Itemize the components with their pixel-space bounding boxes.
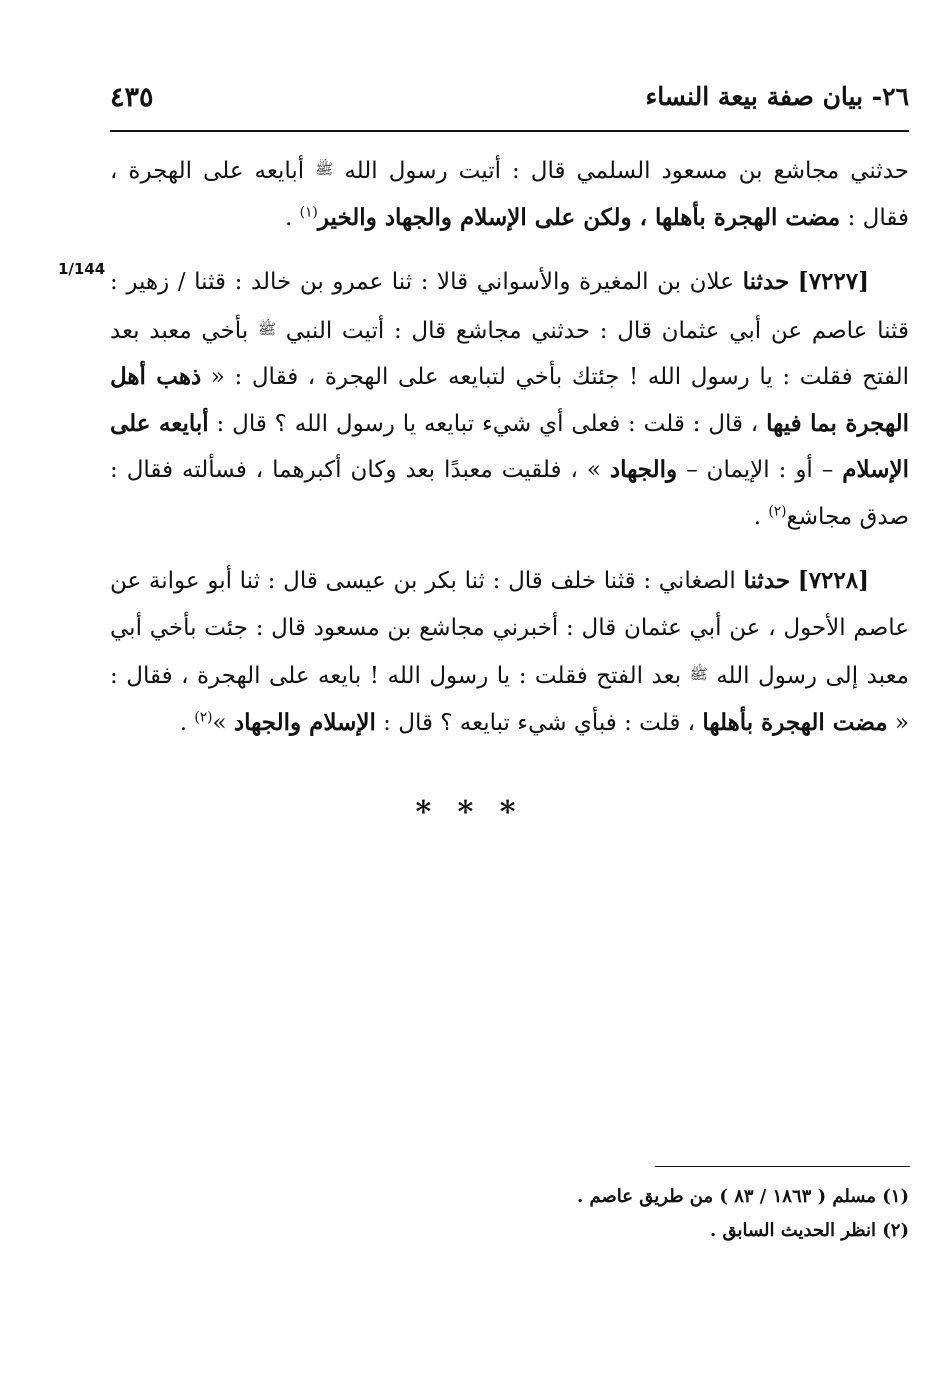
text-run: » ، فلقيت معبدًا بعد وكان أكبرهما ، فسألته فقال : صدق مجاشع	[110, 457, 909, 530]
hadith-number: [٧٢٢٨]	[797, 567, 869, 594]
paragraph-1	[110, 146, 909, 241]
text-run: حدثني مجاشع بن مسعود السلمي قال : أتيت رسول الله	[333, 158, 909, 184]
salutation-glyph: ﷺ	[689, 665, 708, 683]
text-run: .	[179, 709, 195, 736]
text-run: علان بن المغيرة والأسواني قالا : ثنا عمرو بن خالد : قثنا / زهير : قثنا عاصم عن أبي عثمان قال : حدثني مجاشع قال : أتيت النبي	[110, 269, 909, 344]
hadith-number: [٧٢٢٧]	[797, 268, 869, 295]
haddathana-word: حدثنا	[742, 268, 790, 295]
footnote-marker: (٢)	[768, 502, 787, 519]
footnotes	[300, 1180, 909, 1248]
haddathana-word: حدثنا	[743, 567, 791, 594]
text-run: الصغاني : قثنا خلف قال : ثنا بكر بن عيسى قال : ثنا أبو عوانة عن عاصم الأحول ، عن أبي عثمان قال : أخبرني مجاشع بن مسعود قال : جئت بأخي أبي معبد إلى رسول الله	[110, 568, 909, 689]
text-run: »	[212, 709, 234, 736]
bold-quote: ذهب أهل الهجرة بما فيها	[110, 363, 909, 437]
footnote-rule	[655, 1166, 910, 1167]
text-run: ، قال : قلت : فعلى أي شيء تبايعه يا رسول الله ؟ قال :	[208, 410, 767, 437]
hadith-7227	[110, 259, 909, 540]
footnote-1: (١) مسلم ( ١٨٦٣ / ٨٣ ) من طريق عاصم .	[576, 1186, 909, 1207]
salutation-glyph: ﷺ	[315, 160, 334, 178]
hadith-7228	[110, 558, 909, 746]
bold-quote: مضت الهجرة بأهلها	[702, 708, 888, 736]
main-text	[110, 146, 909, 746]
text-run: – أو : الإيمان –	[677, 457, 843, 483]
footnote-marker: (٢)	[194, 708, 213, 725]
text-run: بأخي معبد بعد الفتح فقلت : يا رسول الله ! جئتك بأخي لتبايعه على الهجرة ، فقال : «	[110, 317, 909, 390]
bold-quote: مضت الهجرة بأهلها ، ولكن على الإسلام والجهاد والخير	[317, 203, 841, 231]
section-separator: * * *	[415, 795, 524, 830]
footnote-2: (٢) انظر الحديث السابق .	[709, 1220, 909, 1241]
text-run: ، قلت : فبأي شيء تبايعه ؟ قال :	[375, 709, 703, 736]
page-header	[110, 82, 909, 116]
text-run: .	[753, 503, 769, 530]
manuscript-folio-ref: 1/144	[58, 260, 106, 278]
salutation-glyph: ﷺ	[257, 319, 277, 338]
footnote-marker: (١)	[299, 203, 318, 220]
bold-quote: والجهاد	[609, 456, 678, 483]
text-run: .	[284, 204, 300, 231]
page-number: ٤٣٥	[110, 82, 154, 113]
text-run: أبايعه على الهجرة ، فقال :	[110, 158, 909, 231]
header-rule	[110, 130, 909, 132]
bold-quote: الإسلام والجهاد	[233, 708, 376, 736]
bold-quote: أبايعه على الإسلام	[110, 409, 909, 483]
text-run: بعد الفتح فقلت : يا رسول الله ! بايعه على الهجرة ، فقال : «	[110, 663, 909, 736]
chapter-title: ٢٦- بيان صفة بيعة النساء	[645, 82, 909, 111]
